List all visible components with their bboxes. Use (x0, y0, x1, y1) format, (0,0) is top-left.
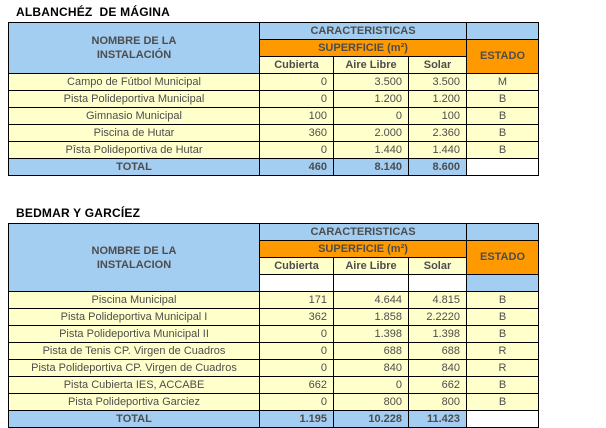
solar-value: 800 (409, 394, 467, 411)
total-estado-empty (467, 159, 539, 176)
facilities-table-albanchez (8, 22, 539, 176)
estado-value: R (467, 360, 539, 377)
cubierta-value: 0 (260, 142, 334, 159)
facility-name-cell: Pista Polideportiva Municipal II (9, 326, 260, 343)
col-header-nombre (9, 23, 260, 74)
solar-value: 840 (409, 360, 467, 377)
facility-name-cell: Campo de Fútbol Municipal (9, 74, 260, 91)
col-header-superficie: SUPERFICIE (m²) (260, 241, 467, 258)
header-row-caracteristicas (9, 23, 539, 40)
estado-spacer-bottom (467, 275, 539, 292)
col-header-nombre-line2: INSTALACIÓN (96, 49, 172, 61)
aire-libre-value: 4.644 (334, 292, 409, 309)
col-header-nombre (9, 224, 260, 292)
col-header-superficie: SUPERFICIE (m²) (260, 40, 467, 57)
cubierta-value: 0 (260, 360, 334, 377)
table-row (9, 125, 539, 142)
aire-libre-value: 0 (334, 108, 409, 125)
table-row (9, 108, 539, 125)
col-header-cubierta: Cubierta (260, 258, 334, 275)
facility-name-cell: Gimnasio Municipal (9, 108, 260, 125)
cubierta-value: 0 (260, 74, 334, 91)
col-header-caracteristicas: CARACTERISTICAS (260, 224, 467, 241)
empty-cell (260, 275, 334, 292)
total-row (9, 159, 539, 176)
facility-name-cell: Pîsta Polideportiva de Hutar (9, 142, 260, 159)
col-header-estado: ESTADO (467, 241, 539, 275)
table1-title: ALBANCHÉZ DE MÁGINA (16, 5, 170, 19)
solar-value: 1.440 (409, 142, 467, 159)
table-row (9, 360, 539, 377)
cubierta-value: 0 (260, 343, 334, 360)
col-header-nombre-line1: NOMBRE DE LA (91, 244, 177, 257)
table-row (9, 292, 539, 309)
facility-name-cell: Pista Polideportiva Municipal I (9, 309, 260, 326)
facility-name-cell: Piscina de Hutar (9, 125, 260, 142)
facility-name-cell: Pista de Tenis CP. Virgen de Cuadros (9, 343, 260, 360)
col-header-solar: Solar (409, 57, 467, 74)
total-aire-libre: 8.140 (334, 159, 409, 176)
solar-value: 4.815 (409, 292, 467, 309)
aire-libre-value: 1.440 (334, 142, 409, 159)
estado-value: B (467, 91, 539, 108)
col-header-cubierta: Cubierta (260, 57, 334, 74)
facility-name-cell: Piscina Municipal (9, 292, 260, 309)
col-header-estado: ESTADO (467, 40, 539, 74)
solar-value: 2.360 (409, 125, 467, 142)
estado-value: B (467, 394, 539, 411)
aire-libre-value: 1.200 (334, 91, 409, 108)
facility-name-cell: Pista Polideportiva Municipal (9, 91, 260, 108)
estado-value: B (467, 142, 539, 159)
cubierta-value: 360 (260, 125, 334, 142)
estado-value: B (467, 309, 539, 326)
table-row (9, 309, 539, 326)
empty-cell (334, 275, 409, 292)
aire-libre-value: 688 (334, 343, 409, 360)
table-row (9, 343, 539, 360)
cubierta-value: 171 (260, 292, 334, 309)
facility-name-cell: Pista Polideportiva Garciez (9, 394, 260, 411)
cubierta-value: 0 (260, 326, 334, 343)
solar-value: 662 (409, 377, 467, 394)
col-header-aire-libre: Aire Libre (334, 258, 409, 275)
estado-value: B (467, 326, 539, 343)
total-cubierta: 1.195 (260, 411, 334, 428)
estado-value: B (467, 292, 539, 309)
facility-name-cell: Pista Polideportiva CP. Virgen de Cuadros (9, 360, 260, 377)
aire-libre-value: 3.500 (334, 74, 409, 91)
header-estado-spacer (467, 224, 539, 241)
solar-value: 100 (409, 108, 467, 125)
cubierta-value: 100 (260, 108, 334, 125)
cubierta-value: 362 (260, 309, 334, 326)
solar-value: 1.200 (409, 91, 467, 108)
table-row (9, 142, 539, 159)
estado-value: R (467, 343, 539, 360)
solar-value: 2.2220 (409, 309, 467, 326)
table-row (9, 74, 539, 91)
total-row (9, 411, 539, 428)
total-cubierta: 460 (260, 159, 334, 176)
estado-value: B (467, 125, 539, 142)
aire-libre-value: 0 (334, 377, 409, 394)
aire-libre-value: 800 (334, 394, 409, 411)
header-row-caracteristicas (9, 224, 539, 241)
aire-libre-value: 2.000 (334, 125, 409, 142)
header-estado-spacer (467, 23, 539, 40)
total-aire-libre: 10.228 (334, 411, 409, 428)
cubierta-value: 0 (260, 91, 334, 108)
aire-libre-value: 1.858 (334, 309, 409, 326)
col-header-caracteristicas: CARACTERISTICAS (260, 23, 467, 40)
aire-libre-value: 840 (334, 360, 409, 377)
facility-name-cell: Pista Cubierta IES, ACCABE (9, 377, 260, 394)
total-solar: 11.423 (409, 411, 467, 428)
cubierta-value: 0 (260, 394, 334, 411)
aire-libre-value: 1.398 (334, 326, 409, 343)
col-header-nombre-line1: NOMBRE DE LA (91, 35, 177, 47)
estado-value: B (467, 108, 539, 125)
col-header-nombre-line2: INSTALACION (96, 258, 172, 271)
solar-value: 1.398 (409, 326, 467, 343)
total-label: TOTAL (9, 411, 260, 428)
table2-title: BEDMAR Y GARCÍEZ (16, 206, 141, 220)
total-solar: 8.600 (409, 159, 467, 176)
table-row (9, 91, 539, 108)
empty-cell (409, 275, 467, 292)
cubierta-value: 662 (260, 377, 334, 394)
table-row (9, 394, 539, 411)
table-row (9, 377, 539, 394)
col-header-aire-libre: Aire Libre (334, 57, 409, 74)
total-estado-empty (467, 411, 539, 428)
col-header-solar: Solar (409, 258, 467, 275)
total-label: TOTAL (9, 159, 260, 176)
estado-value: B (467, 377, 539, 394)
estado-value: M (467, 74, 539, 91)
solar-value: 3.500 (409, 74, 467, 91)
solar-value: 688 (409, 343, 467, 360)
facilities-table-bedmar (8, 223, 539, 428)
table-row (9, 326, 539, 343)
